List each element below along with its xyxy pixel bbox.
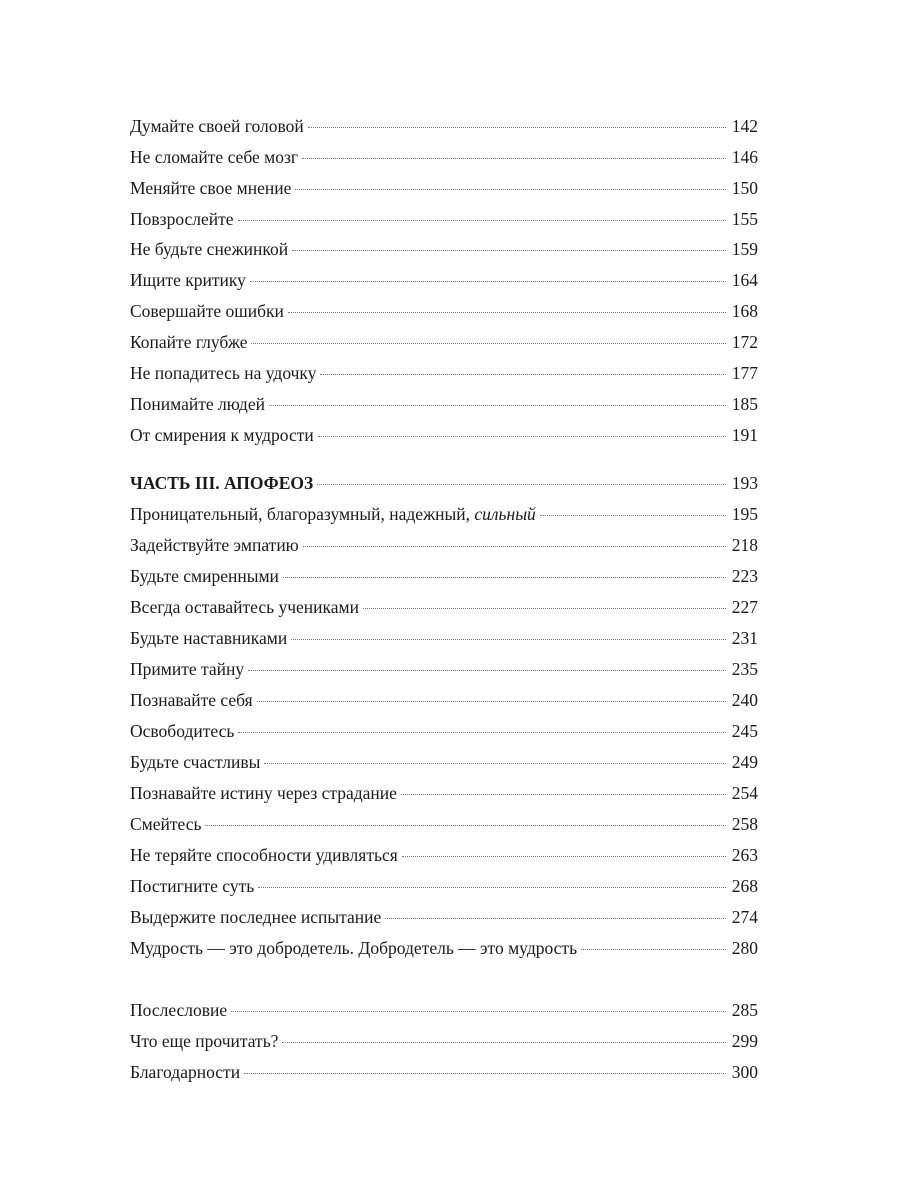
dot-leader	[283, 577, 726, 578]
toc-entry-title: Повзрослейте	[130, 209, 234, 229]
toc-entry-title: Будьте смиренными	[130, 566, 279, 586]
dot-leader	[581, 949, 726, 950]
dot-leader	[320, 374, 725, 375]
toc-entry[interactable]	[130, 502, 758, 526]
toc-entry[interactable]	[130, 268, 758, 292]
toc-entry-title: Примите тайну	[130, 659, 245, 679]
toc-entry-page: 240	[731, 690, 758, 710]
toc-entry[interactable]	[130, 1029, 758, 1053]
toc-entry-title-plain: Проницательный, благоразумный, надежный,	[130, 504, 475, 524]
dot-leader	[385, 918, 726, 919]
toc-entry[interactable]	[130, 750, 758, 774]
toc-entry[interactable]	[130, 237, 758, 261]
toc-entry-title: Постигните суть	[130, 876, 255, 896]
dot-leader	[363, 608, 726, 609]
toc-entry-page: 172	[731, 332, 758, 352]
toc-entry-page: 185	[731, 394, 758, 414]
toc-entry[interactable]	[130, 843, 758, 867]
dot-leader	[317, 484, 726, 485]
toc-entry[interactable]	[130, 781, 758, 805]
dot-leader	[238, 732, 725, 733]
toc-entry[interactable]	[130, 330, 758, 354]
toc-entry-title: Меняйте свое мнение	[130, 178, 292, 198]
toc-entry[interactable]	[130, 423, 758, 447]
toc-entry-title: Не сломайте себе мозг	[130, 147, 299, 167]
toc-entry-page: 195	[731, 504, 758, 524]
dot-leader	[231, 1011, 726, 1012]
dot-leader	[257, 701, 726, 702]
toc-entry-title: Послесловие	[130, 1000, 228, 1020]
dot-leader	[250, 281, 726, 282]
toc-entry-page: 268	[731, 876, 758, 896]
toc-entry-page: 155	[731, 209, 758, 229]
toc-entry[interactable]	[130, 1060, 758, 1084]
toc-entry[interactable]	[130, 176, 758, 200]
toc-entry-page: 164	[731, 270, 758, 290]
toc-entry-title: Смейтесь	[130, 814, 202, 834]
toc-entry-page: 258	[731, 814, 758, 834]
toc-entry-page: 254	[731, 783, 758, 803]
dot-leader	[244, 1073, 726, 1074]
dot-leader	[258, 887, 726, 888]
toc-entry-title	[130, 502, 540, 526]
toc-entry-page: 249	[731, 752, 758, 772]
toc-entry[interactable]	[130, 595, 758, 619]
toc-entry[interactable]	[130, 564, 758, 588]
toc-entry-title: Благодарности	[130, 1062, 241, 1082]
dot-leader	[269, 405, 726, 406]
dot-leader	[292, 250, 726, 251]
toc-entry[interactable]	[130, 688, 758, 712]
toc-entry[interactable]	[130, 626, 758, 650]
toc-entry[interactable]	[130, 299, 758, 323]
toc-entry[interactable]	[130, 533, 758, 557]
toc-entry-page: 245	[731, 721, 758, 741]
dot-leader	[291, 639, 726, 640]
dot-leader	[295, 189, 725, 190]
toc-entry-title: Всегда оставайтесь учениками	[130, 597, 359, 617]
toc-entry-title: Ищите критику	[130, 270, 246, 290]
toc-entry-title: Не теряйте способности удивляться	[130, 845, 398, 865]
dot-leader	[401, 794, 726, 795]
toc-entry[interactable]	[130, 207, 758, 231]
toc-entry-page: 263	[731, 845, 758, 865]
dot-leader	[302, 158, 726, 159]
toc-entry[interactable]	[130, 936, 758, 960]
dot-leader	[205, 825, 725, 826]
toc-entry-title: Мудрость — это добродетель. Добродетель — это мудрость	[130, 938, 578, 958]
toc-entry-page: 274	[731, 907, 758, 927]
toc-entry-title: Понимайте людей	[130, 394, 265, 414]
toc-entry-title: Выдержите последнее испытание	[130, 907, 382, 927]
dot-leader	[303, 546, 726, 547]
toc-entry-page: 280	[731, 938, 758, 958]
toc-entry[interactable]	[130, 145, 758, 169]
dot-leader	[282, 1042, 725, 1043]
toc-entry-title: Копайте глубже	[130, 332, 248, 352]
toc-entry[interactable]	[130, 998, 758, 1022]
toc-entry-page: 223	[731, 566, 758, 586]
toc-entry-page: 159	[731, 239, 758, 259]
toc-entry-title: Не попадитесь на удочку	[130, 363, 317, 383]
part-heading-title: ЧАСТЬ III. АПОФЕОЗ	[130, 473, 314, 493]
toc-entry-page: 146	[731, 147, 758, 167]
toc-entry[interactable]	[130, 361, 758, 385]
toc-entry-title-italic: сильный	[474, 504, 536, 524]
toc-entry-title: Освободитесь	[130, 721, 235, 741]
toc-entry-title: Познавайте себя	[130, 690, 253, 710]
toc-entry[interactable]	[130, 114, 758, 138]
dot-leader	[308, 127, 726, 128]
toc-entry[interactable]	[130, 905, 758, 929]
toc-entry[interactable]	[130, 719, 758, 743]
toc-entry-page: 218	[731, 535, 758, 555]
toc-entry[interactable]	[130, 657, 758, 681]
toc-entry-page: 231	[731, 628, 758, 648]
toc-entry-title: Задействуйте эмпатию	[130, 535, 299, 555]
toc-entry-page: 150	[731, 178, 758, 198]
toc-entry-page: 142	[731, 116, 758, 136]
toc-entry-page: 235	[731, 659, 758, 679]
toc-entry-title: Что еще прочитать?	[130, 1031, 279, 1051]
toc-entry[interactable]	[130, 812, 758, 836]
dot-leader	[248, 670, 726, 671]
dot-leader	[540, 515, 726, 516]
toc-entry-page: 177	[731, 363, 758, 383]
toc-entry-title: От смирения к мудрости	[130, 425, 314, 445]
dot-leader	[402, 856, 726, 857]
toc-entry-page: 193	[731, 473, 758, 493]
toc-entry-title: Будьте наставниками	[130, 628, 288, 648]
dot-leader	[238, 220, 726, 221]
toc-entry-title: Совершайте ошибки	[130, 301, 284, 321]
toc-entry-title: Познавайте истину через страдание	[130, 783, 397, 803]
toc-entry-page: 191	[731, 425, 758, 445]
toc-part-heading[interactable]	[130, 471, 758, 495]
toc-entry-title: Не будьте снежинкой	[130, 239, 289, 259]
toc-entry[interactable]	[130, 874, 758, 898]
dot-leader	[288, 312, 726, 313]
toc-entry-title: Будьте счастливы	[130, 752, 261, 772]
dot-leader	[251, 343, 725, 344]
toc-entry-page: 168	[731, 301, 758, 321]
toc-entry-page: 299	[731, 1031, 758, 1051]
toc-entry-page: 300	[731, 1062, 758, 1082]
toc-entry-title: Думайте своей головой	[130, 116, 304, 136]
dot-leader	[264, 763, 725, 764]
dot-leader	[318, 436, 726, 437]
toc-entry-page: 227	[731, 597, 758, 617]
toc-entry-page: 285	[731, 1000, 758, 1020]
toc-entry[interactable]	[130, 392, 758, 416]
